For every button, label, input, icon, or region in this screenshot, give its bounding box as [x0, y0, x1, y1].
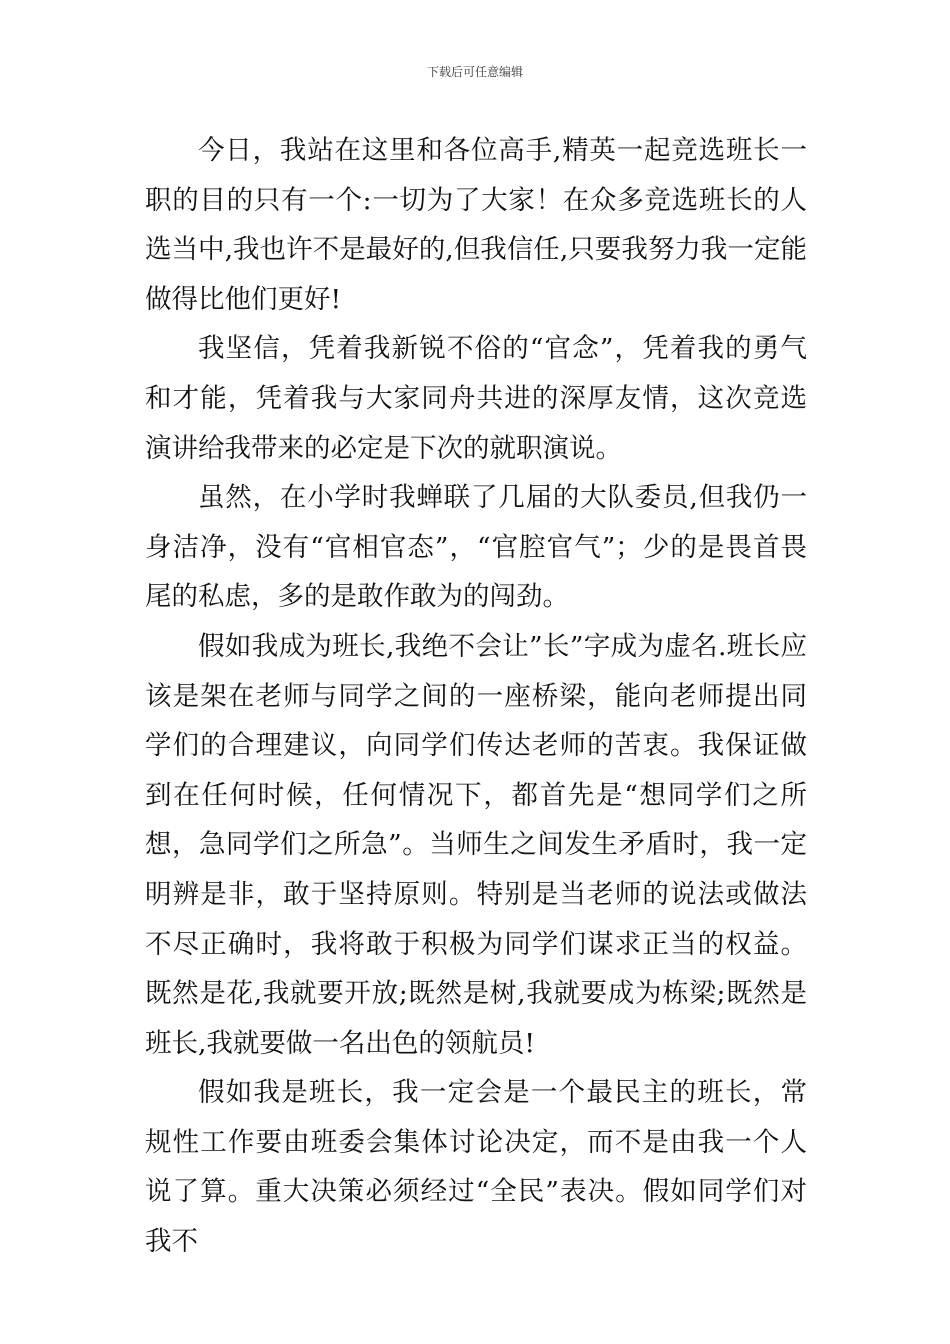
paragraph-3: 虽然，在小学时我蝉联了几届的大队委员,但我仍一身洁净，没有“官相官态”，“官腔官气”；少的是畏首畏尾的私虑，多的是敢作敢为的闯劲。 [145, 482, 807, 613]
paragraph-2: 我坚信，凭着我新锐不俗的“官念”，凭着我的勇气和才能，凭着我与大家同舟共进的深厚友情，这次竞选演讲给我带来的必定是下次的就职演说。 [145, 333, 807, 464]
page-header: 下载后可任意编辑 [426, 65, 523, 79]
paragraph-4: 假如我成为班长,我绝不会让”长”字成为虚名.班长应该是架在老师与同学之间的一座桥梁，能向老师提出同学们的合理建议，向同学们传达老师的苦衷。我保证做到在任何时候，任何情况下，都首先是“想同学们之所想，急同学们之所急”。当师生之间发生矛盾时，我一定明辨是非，敢于坚持原则。特别是当老师的说法或做法不尽正确时，我将敢于积极为同学们谋求正当的权益。既然是花,我就要开放;既然是树,我就要成为栋梁;既然是班长,我就要做一名出色的领航员! [145, 630, 807, 1059]
paragraph-1: 今日，我站在这里和各位高手,精英一起竞选班长一职的目的只有一个:一切为了大家！在众多竞选班长的人选当中,我也许不是最好的,但我信任,只要我努力我一定能做得比他们更好! [145, 135, 807, 315]
paragraph-5: 假如我是班长，我一定会是一个最民主的班长，常规性工作要由班委会集体讨论决定，而不是由我一个人说了算。重大决策必须经过“全民”表决。假如同学们对我不 [145, 1077, 807, 1258]
document-body [145, 126, 807, 1267]
